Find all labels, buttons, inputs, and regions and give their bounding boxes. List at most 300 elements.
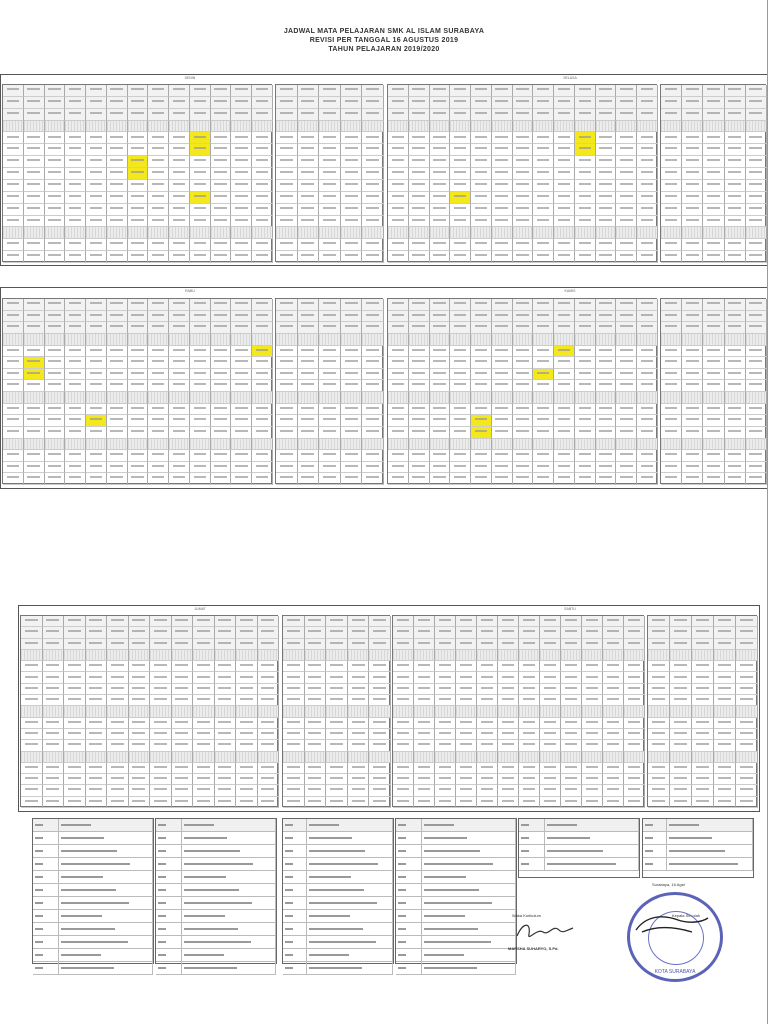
table-cell	[283, 718, 305, 729]
table-cell	[362, 369, 384, 381]
table-cell	[65, 97, 86, 109]
day-label: SABTU	[564, 607, 576, 611]
table-row	[648, 695, 758, 706]
table-cell	[450, 357, 471, 369]
table-cell	[45, 346, 66, 358]
table-cell	[519, 695, 540, 706]
table-cell	[409, 415, 430, 427]
table-cell	[211, 216, 232, 228]
table-cell	[388, 439, 409, 451]
table-cell	[603, 785, 624, 796]
table-cell	[409, 369, 430, 381]
table-cell	[211, 392, 232, 404]
table-cell	[456, 729, 477, 740]
table-cell	[456, 695, 477, 706]
code-cell	[33, 858, 59, 870]
table-cell	[231, 216, 252, 228]
table-cell	[692, 616, 714, 627]
table-cell	[637, 357, 658, 369]
table-cell	[714, 740, 736, 751]
table-cell	[190, 239, 211, 251]
table-row	[661, 311, 767, 323]
table-cell	[450, 227, 471, 239]
list-item	[396, 962, 516, 975]
table-cell	[252, 192, 273, 204]
table-cell	[703, 109, 724, 121]
table-row	[661, 462, 767, 474]
table-cell	[540, 752, 561, 763]
name-cell	[422, 949, 516, 961]
table-cell	[276, 404, 298, 416]
table-cell	[624, 774, 645, 785]
list-item	[396, 832, 516, 845]
table-cell	[107, 627, 129, 638]
table-row	[21, 672, 279, 683]
day-label: SELASA	[563, 76, 577, 80]
table-cell	[107, 706, 129, 717]
table-row	[648, 650, 758, 661]
table-cell	[661, 462, 682, 474]
table-cell	[326, 706, 348, 717]
table-cell	[169, 427, 190, 439]
table-cell	[276, 311, 298, 323]
table-cell	[725, 192, 746, 204]
table-cell	[107, 322, 128, 334]
table-cell	[215, 639, 237, 650]
table-cell	[276, 227, 298, 239]
name-cell	[422, 936, 516, 948]
table-cell	[575, 227, 596, 239]
code-cell	[33, 819, 59, 831]
table-cell	[148, 109, 169, 121]
table-cell	[554, 450, 575, 462]
table-cell	[471, 380, 492, 392]
table-cell	[169, 227, 190, 239]
table-cell	[533, 404, 554, 416]
table-cell	[86, 251, 107, 263]
code-cell	[396, 884, 422, 896]
table-cell	[456, 752, 477, 763]
table-cell	[348, 684, 370, 695]
table-cell	[326, 684, 348, 695]
table-cell	[624, 718, 645, 729]
table-cell	[513, 109, 534, 121]
table-cell	[498, 797, 519, 808]
table-row	[276, 357, 384, 369]
table-cell	[24, 369, 45, 381]
table-cell	[561, 718, 582, 729]
table-cell	[703, 192, 724, 204]
name-cell	[182, 936, 276, 948]
table-cell	[341, 427, 363, 439]
table-cell	[193, 797, 215, 808]
table-cell	[498, 740, 519, 751]
table-cell	[193, 650, 215, 661]
table-cell	[43, 797, 65, 808]
table-cell	[492, 357, 513, 369]
table-cell	[128, 144, 149, 156]
table-cell	[714, 797, 736, 808]
table-cell	[319, 144, 341, 156]
table-cell	[172, 729, 194, 740]
table-cell	[362, 322, 384, 334]
table-cell	[533, 97, 554, 109]
table-cell	[616, 251, 637, 263]
table-cell	[252, 427, 273, 439]
table-cell	[430, 109, 451, 121]
table-cell	[637, 439, 658, 451]
table-cell	[409, 216, 430, 228]
table-cell	[341, 192, 363, 204]
table-cell	[450, 109, 471, 121]
table-cell	[533, 334, 554, 346]
table-cell	[3, 121, 24, 133]
table-cell	[252, 322, 273, 334]
table-cell	[561, 706, 582, 717]
table-cell	[736, 672, 758, 683]
table-cell	[575, 144, 596, 156]
table-cell	[624, 650, 645, 661]
table-cell	[107, 763, 129, 774]
table-cell	[692, 661, 714, 672]
table-cell	[409, 462, 430, 474]
table-cell	[43, 763, 65, 774]
table-cell	[450, 180, 471, 192]
table-cell	[86, 740, 108, 751]
table-cell	[603, 729, 624, 740]
table-cell	[86, 168, 107, 180]
table-cell	[231, 369, 252, 381]
table-cell	[596, 462, 617, 474]
name-cell	[307, 845, 393, 857]
table-cell	[477, 752, 498, 763]
table-row	[661, 439, 767, 451]
table-cell	[150, 672, 172, 683]
table-row	[648, 706, 758, 717]
table-cell	[703, 357, 724, 369]
table-cell	[430, 404, 451, 416]
table-row	[388, 439, 658, 451]
table-cell	[637, 415, 658, 427]
list-item	[643, 832, 753, 845]
table-cell	[65, 239, 86, 251]
table-cell	[575, 168, 596, 180]
table-cell	[703, 322, 724, 334]
table-cell	[498, 639, 519, 650]
table-cell	[561, 729, 582, 740]
table-cell	[616, 346, 637, 358]
table-cell	[86, 392, 107, 404]
table-cell	[283, 774, 305, 785]
name-cell	[422, 897, 516, 909]
table-row	[276, 380, 384, 392]
table-cell	[231, 404, 252, 416]
table-cell	[554, 144, 575, 156]
table-cell	[409, 404, 430, 416]
table-cell	[150, 797, 172, 808]
table-cell	[533, 109, 554, 121]
table-cell	[554, 156, 575, 168]
table-row	[3, 322, 273, 334]
table-cell	[670, 729, 692, 740]
table-cell	[172, 740, 194, 751]
table-cell	[298, 392, 320, 404]
table-cell	[477, 729, 498, 740]
table-cell	[624, 740, 645, 751]
table-cell	[648, 639, 670, 650]
table-cell	[45, 357, 66, 369]
table-cell	[362, 239, 384, 251]
table-cell	[231, 97, 252, 109]
table-cell	[637, 473, 658, 485]
table-row	[388, 392, 658, 404]
table-cell	[65, 322, 86, 334]
table-row	[3, 357, 273, 369]
table-cell	[276, 239, 298, 251]
table-cell	[736, 639, 758, 650]
table-row	[648, 785, 758, 796]
table-cell	[86, 763, 108, 774]
table-cell	[714, 639, 736, 650]
table-cell	[86, 97, 107, 109]
table-cell	[45, 109, 66, 121]
name-cell	[59, 819, 153, 831]
table-row	[3, 132, 273, 144]
table-cell	[616, 299, 637, 311]
table-cell	[414, 684, 435, 695]
table-cell	[148, 450, 169, 462]
list-item	[643, 845, 753, 858]
table-cell	[150, 684, 172, 695]
table-cell	[575, 251, 596, 263]
table-cell	[492, 450, 513, 462]
table-cell	[430, 132, 451, 144]
table-cell	[456, 661, 477, 672]
table-cell	[276, 427, 298, 439]
table-cell	[169, 216, 190, 228]
table-cell	[624, 752, 645, 763]
table-cell	[561, 627, 582, 638]
table-row	[3, 334, 273, 346]
table-cell	[252, 311, 273, 323]
table-cell	[409, 427, 430, 439]
table-cell	[276, 192, 298, 204]
table-cell	[409, 346, 430, 358]
table-cell	[369, 752, 391, 763]
table-cell	[388, 180, 409, 192]
table-cell	[190, 251, 211, 263]
table-cell	[388, 299, 409, 311]
table-cell	[624, 729, 645, 740]
table-cell	[362, 415, 384, 427]
table-cell	[498, 661, 519, 672]
name-cell	[182, 962, 276, 974]
table-cell	[319, 299, 341, 311]
table-cell	[554, 180, 575, 192]
table-cell	[3, 251, 24, 263]
table-cell	[725, 439, 746, 451]
table-row	[276, 227, 384, 239]
table-cell	[64, 650, 86, 661]
table-cell	[258, 684, 280, 695]
table-cell	[258, 752, 280, 763]
table-row	[276, 473, 384, 485]
table-cell	[86, 785, 108, 796]
table-cell	[193, 672, 215, 683]
table-cell	[107, 109, 128, 121]
table-cell	[409, 392, 430, 404]
table-cell	[231, 144, 252, 156]
table-cell	[692, 706, 714, 717]
list-item	[156, 884, 276, 897]
table-cell	[341, 439, 363, 451]
table-cell	[129, 616, 151, 627]
table-cell	[298, 251, 320, 263]
table-cell	[326, 729, 348, 740]
table-cell	[258, 616, 280, 627]
table-cell	[341, 462, 363, 474]
table-cell	[129, 627, 151, 638]
table-cell	[575, 85, 596, 97]
table-row	[283, 627, 391, 638]
table-cell	[107, 639, 129, 650]
table-cell	[430, 427, 451, 439]
table-cell	[169, 415, 190, 427]
signature-date: Surabaya, 16 Agst	[652, 882, 685, 887]
table-cell	[129, 672, 151, 683]
table-cell	[513, 439, 534, 451]
table-cell	[150, 752, 172, 763]
table-cell	[492, 251, 513, 263]
list-item	[396, 910, 516, 923]
table-cell	[692, 729, 714, 740]
table-cell	[190, 204, 211, 216]
table-row	[661, 299, 767, 311]
table-row	[283, 684, 391, 695]
table-cell	[362, 462, 384, 474]
table-cell	[129, 797, 151, 808]
table-cell	[575, 109, 596, 121]
table-cell	[252, 216, 273, 228]
table-cell	[107, 462, 128, 474]
table-cell	[172, 785, 194, 796]
table-cell	[513, 144, 534, 156]
table-cell	[492, 216, 513, 228]
table-cell	[430, 204, 451, 216]
table-cell	[326, 672, 348, 683]
table-cell	[107, 695, 129, 706]
table-cell	[65, 227, 86, 239]
table-cell	[3, 473, 24, 485]
table-cell	[746, 132, 767, 144]
table-cell	[86, 627, 108, 638]
table-cell	[554, 415, 575, 427]
table-cell	[540, 718, 561, 729]
table-cell	[319, 322, 341, 334]
table-cell	[148, 392, 169, 404]
table-cell	[24, 392, 45, 404]
table-cell	[682, 121, 703, 133]
table-cell	[616, 404, 637, 416]
table-cell	[616, 439, 637, 451]
table-cell	[616, 322, 637, 334]
table-cell	[746, 346, 767, 358]
table-cell	[341, 216, 363, 228]
table-cell	[596, 227, 617, 239]
table-row	[388, 334, 658, 346]
table-cell	[276, 216, 298, 228]
table-cell	[670, 763, 692, 774]
table-cell	[648, 763, 670, 774]
table-cell	[283, 763, 305, 774]
table-row	[648, 718, 758, 729]
table-cell	[341, 322, 363, 334]
code-cell	[396, 910, 422, 922]
table-cell	[616, 473, 637, 485]
table-cell	[258, 740, 280, 751]
table-cell	[540, 729, 561, 740]
table-cell	[616, 216, 637, 228]
table-cell	[45, 192, 66, 204]
table-row	[3, 180, 273, 192]
list-item	[519, 858, 639, 871]
table-cell	[252, 357, 273, 369]
table-cell	[107, 251, 128, 263]
table-cell	[533, 239, 554, 251]
table-cell	[86, 357, 107, 369]
table-cell	[190, 144, 211, 156]
list-item	[283, 871, 393, 884]
table-cell	[414, 650, 435, 661]
table-cell	[492, 380, 513, 392]
table-cell	[193, 616, 215, 627]
table-cell	[471, 156, 492, 168]
table-cell	[150, 740, 172, 751]
table-cell	[252, 380, 273, 392]
table-cell	[714, 785, 736, 796]
table-cell	[252, 97, 273, 109]
table-cell	[533, 380, 554, 392]
table-cell	[172, 616, 194, 627]
table-cell	[231, 239, 252, 251]
table-cell	[725, 144, 746, 156]
table-cell	[65, 357, 86, 369]
table-row	[648, 616, 758, 627]
table-cell	[21, 774, 43, 785]
table-cell	[305, 695, 327, 706]
table-cell	[193, 718, 215, 729]
table-cell	[661, 334, 682, 346]
table-cell	[326, 639, 348, 650]
table-row	[393, 785, 645, 796]
table-cell	[276, 369, 298, 381]
table-cell	[661, 239, 682, 251]
table-cell	[648, 774, 670, 785]
table-cell	[661, 357, 682, 369]
table-cell	[430, 251, 451, 263]
code-cell	[156, 962, 182, 974]
table-cell	[450, 192, 471, 204]
table-cell	[582, 706, 603, 717]
name-cell	[667, 832, 753, 844]
table-cell	[533, 357, 554, 369]
table-cell	[414, 740, 435, 751]
table-cell	[128, 204, 149, 216]
table-cell	[341, 311, 363, 323]
table-cell	[128, 85, 149, 97]
table-cell	[43, 752, 65, 763]
table-cell	[193, 639, 215, 650]
